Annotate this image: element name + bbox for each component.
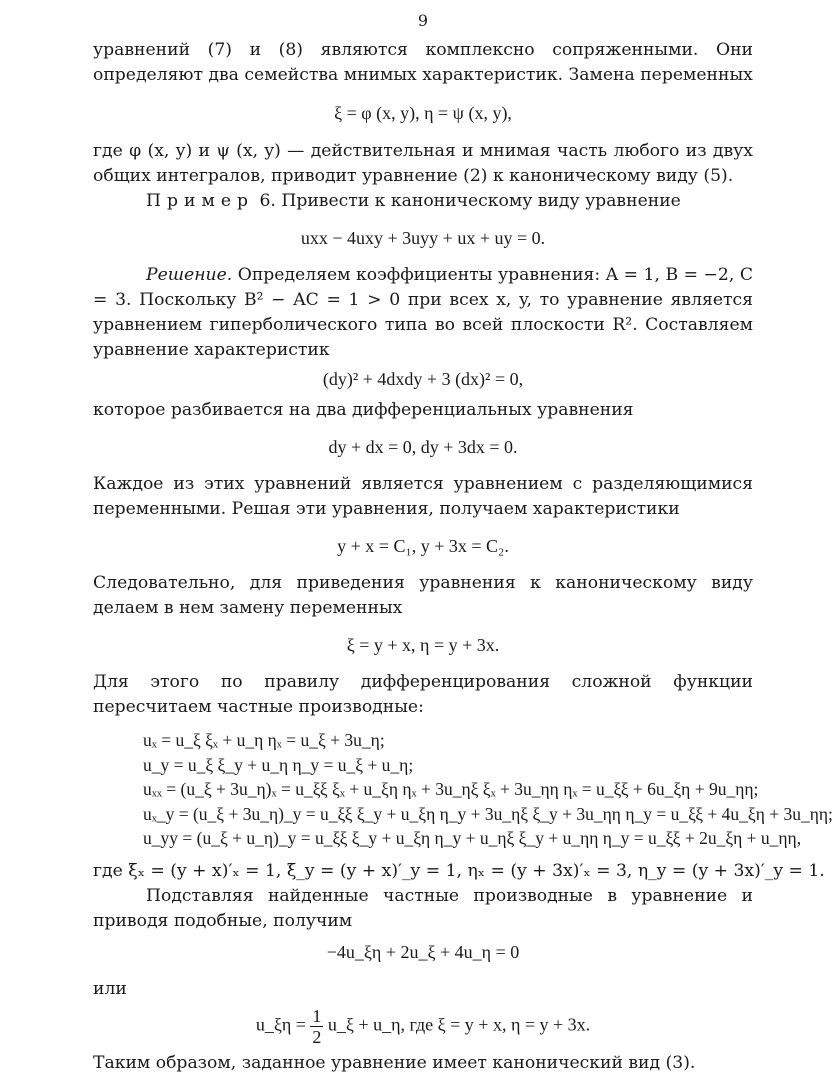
equation-canonical: −4u_ξη + 2u_ξ + 4u_η = 0 <box>326 941 520 962</box>
derivative-line: u_yy = (u_ξ + u_η)_y = u_ξξ ξ_y + u_ξη η_y + u_ηξ ξ_y + u_ηη η_y = u_ξξ + 2u_ξη + u_ηη, <box>143 828 802 848</box>
example-heading <box>93 189 753 214</box>
paragraph-7: Для этого по правилу дифференцирования сложной функции пересчитаем частные производные: <box>93 672 753 717</box>
paragraph-2: где φ (x, y) и ψ (x, y) — действительная и мнимая часть любого из двух общих интегралов, приводит уравнение (2) к каноническому виду (5). <box>93 141 753 186</box>
equation-constants: y + x = C₁, y + 3x = C₂. <box>337 536 509 556</box>
paragraph-5: Каждое из этих уравнений является уравнением с разделяющимися переменными. Решая эти уравнения, получаем характеристики <box>93 474 753 519</box>
paragraph-8: где ξₓ = (y + x)′ₓ = 1, ξ_y = (y + x)′_y = 1, ηₓ = (y + 3x)′ₓ = 3, η_y = (y + 3x)′_y = 1. <box>93 860 825 881</box>
derivatives-block <box>143 728 833 851</box>
equation-final-left: u_ξη = <box>255 1014 306 1035</box>
paragraph-solution <box>93 263 753 363</box>
example-label: Пример <box>146 191 254 211</box>
derivative-line: uₓ = u_ξ ξₓ + u_η ηₓ = u_ξ + 3u_η; <box>143 730 385 750</box>
solution-label: Решение. <box>146 265 233 285</box>
equation-example: uxx − 4uxy + 3uyy + ux + uy = 0. <box>300 228 546 248</box>
derivative-line: u_y = u_ξ ξ_y + u_η η_y = u_ξ + u_η; <box>143 754 414 775</box>
paragraph-11: Таким образом, заданное уравнение имеет канонический вид (3). <box>93 1052 696 1073</box>
equation-differentials: dy + dx = 0, dy + 3dx = 0. <box>328 437 518 457</box>
derivative-line: uₓₓ = (u_ξ + 3u_η)ₓ = u_ξξ ξₓ + u_ξη ηₓ + 3u_ηξ ξₓ + 3u_ηη ηₓ = u_ξξ + 6u_ξη + 9u_ηη; <box>143 779 759 799</box>
equation-final-right: u_ξ + u_η, где ξ = y + x, η = y + 3x. <box>327 1014 591 1035</box>
derivative-line: uₓ_y = (u_ξ + 3u_η)_y = u_ξξ ξ_y + u_ξη η_y + 3u_ηξ ξ_y + 3u_ηη η_y = u_ξξ + 4u_ξη + 3u_ηη; <box>143 803 833 824</box>
fraction-numerator: 1 <box>312 1005 322 1026</box>
equation-characteristics: (dy)² + 4dxdy + 3 (dx)² = 0, <box>322 369 524 389</box>
fraction-denominator: 2 <box>312 1026 322 1047</box>
fraction-one-half <box>310 1006 323 1047</box>
paragraph-1: уравнений (7) и (8) являются комплексно сопряженными. Они определяют два семейства мнимых характеристик. Замена переменных <box>93 40 753 85</box>
equation-new-variables: ξ = y + x, η = y + 3x. <box>346 635 500 655</box>
paragraph-4: которое разбивается на два дифференциальных уравнения <box>93 400 634 420</box>
page-number: 9 <box>417 11 429 30</box>
equation-final <box>93 1006 753 1047</box>
paragraph-10: или <box>93 978 127 999</box>
paragraph-6: Следовательно, для приведения уравнения к каноническому виду делаем в нем замену переменных <box>93 573 753 618</box>
solution-text: Определяем коэффициенты уравнения: A = 1, B = −2, C = 3. Поскольку B² − AC = 1 > 0 при всех x, y, то уравнение является уравнением гиперболического типа во всей плоскости R². Составляем уравнение характеристик <box>93 265 753 360</box>
equation-substitution: ξ = φ (x, y), η = ψ (x, y), <box>334 103 512 123</box>
page-body <box>93 38 833 1076</box>
example-text: 6. Привести к каноническому виду уравнение <box>259 191 681 211</box>
paragraph-9: Подставляя найденные частные производные в уравнение и приводя подобные, получим <box>93 885 753 931</box>
